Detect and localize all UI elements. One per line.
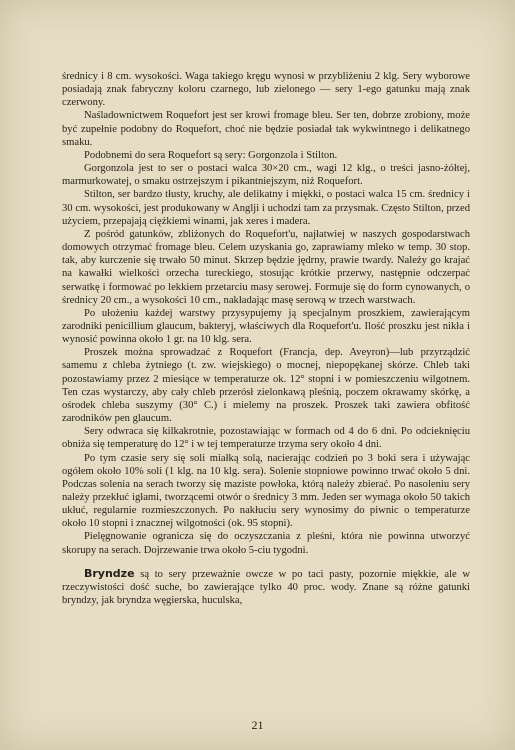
bryndze-paragraph bbox=[62, 567, 470, 607]
paragraph: Naśladownictwem Roquefort jest ser krowi fromage bleu. Ser ten, dobrze zrobiony, może być zupełnie podobny do Roquefort, choć nie będzie posiadał tak wykwintnego i delikatnego smaku. bbox=[62, 110, 470, 148]
paragraph: Sery odwraca się kilkakrotnie, pozostawiając w formach od 4 do 6 dni. Po odcieknięciu obniża się temperaturę do 12° i w tej temperaturze trzyma sery około 4 dni. bbox=[62, 426, 470, 451]
paragraph: Stilton, ser bardzo tłusty, kruchy, ale delikatny i miękki, o postaci walca 15 cm. średnicy i 30 cm. wysokości, jest produkowany w Anglji i uchodzi tam za przysmak. Często Stilton, przed użyciem, przepajają ciężkiemi winami, jak xeres i madera. bbox=[62, 189, 470, 227]
paragraph: Podobnemi do sera Roquefort są sery: Gorgonzola i Stilton. bbox=[84, 149, 338, 161]
paragraph: Gorgonzola jest to ser o postaci walca 30×20 cm., wagi 12 klg., o treści jasno-żółtej, marmurkowatej, o smaku ostrzejszym i pikantniejszym, niż Roquefort. bbox=[62, 163, 470, 188]
page-body bbox=[62, 70, 470, 607]
paragraph: Proszek można sprowadzać z Roquefort (Francja, dep. Aveyron)—lub przyrządzić samemu z chleba żytniego (t. zw. wiejskiego) o mocnej, niepopękanej skórze. Chleb taki pozostawiamy przez 2 miesiące w temperaturze ok. 12° stopni i w pomieszczeniu wilgotnem. Ten czas wystarczy, aby cały chleb przerósł zielonkawą pleśnią, poczem okrawamy skórkę, a ośrodek chleba suszymy (30° C.) i mielemy na proszek. Proszek taki zawiera obfitość zarodników pen glaucum. bbox=[62, 347, 470, 425]
bryndze-heading: Bryndze bbox=[84, 566, 135, 580]
paragraph: Po ułożeniu każdej warstwy przysypujemy ją specjalnym proszkiem, zawierającym zarodniki penicillium glaucum, bakteryj, właściwych dla Roquefort'u. Ilość proszku jest nikła i wynosić powinna około 1 gr. na 10 klg. sera. bbox=[62, 307, 470, 346]
paragraph: Po tym czasie sery się soli miałką solą, nacierając codzień po 3 boki sera i używając ogółem około 10% soli (1 klg. na 10 klg. sera). Solenie stopniowe powinno trwać około 5 dni. Podczas solenia na serach tworzy się maziste powłoka, którą należy zbierać. Po nasoleniu sery należy przekłuć igłami, tworzącemi otwór o średnicy 3 mm. Jeden ser wymaga około 50 takich ukłuć, regularnie rozmieszczonych. Po nakłuciu sery wynosimy do piwnic o temperaturze około 10 stopni i znacznej wilgotności (ok. 95 stopni). bbox=[62, 452, 470, 530]
paragraph: średnicy i 8 cm. wysokości. Waga takiego kręgu wynosi w przybliżeniu 2 klg. Sery wyborowe posiadają znak fabryczny koloru czarnego, lub zielonego — sery 1-ego gatunku mają znak czerwony. bbox=[62, 71, 470, 109]
bryndze-text: są to sery przeważnie owcze w po taci pasty, pozornie miękkie, ale w rzeczywistości dość suche, bo zawierające tylko 40 proc. wody. Znane są różne gatunki bryndzy, jak bryndza węgierska, huculska, bbox=[62, 568, 470, 607]
paragraph: Pielęgnowanie ogranicza się do oczyszczania z pleśni, która nie powinna utworzyć skorupy na serach. Dojrzewanie trwa około 5-ciu tygodni. bbox=[62, 531, 470, 556]
page-number: 21 bbox=[251, 718, 264, 732]
paragraph: Z pośród gatunków, zbliżonych do Roquefort'u, najłatwiej w naszych gospodarstwach domowych otrzymać fromage bleu. Celem uzyskania go, zaprawiamy mleko w temp. 30 stop. tak, aby kurczenie się trwało 50 minut. Skrzep będzie jędrny, prawie twardy. Należy go krajać na kawałki wielkości orzecha tureckiego, stosując krótkie przerwy, następnie odczerpać serwatkę i formować po lekkiem przetarciu masy serowej. Formuje się do form cynowanych, o średnicy 20 cm., a wysokości 10 cm., nakładając masę serową w trzech warstwach. bbox=[62, 228, 470, 306]
